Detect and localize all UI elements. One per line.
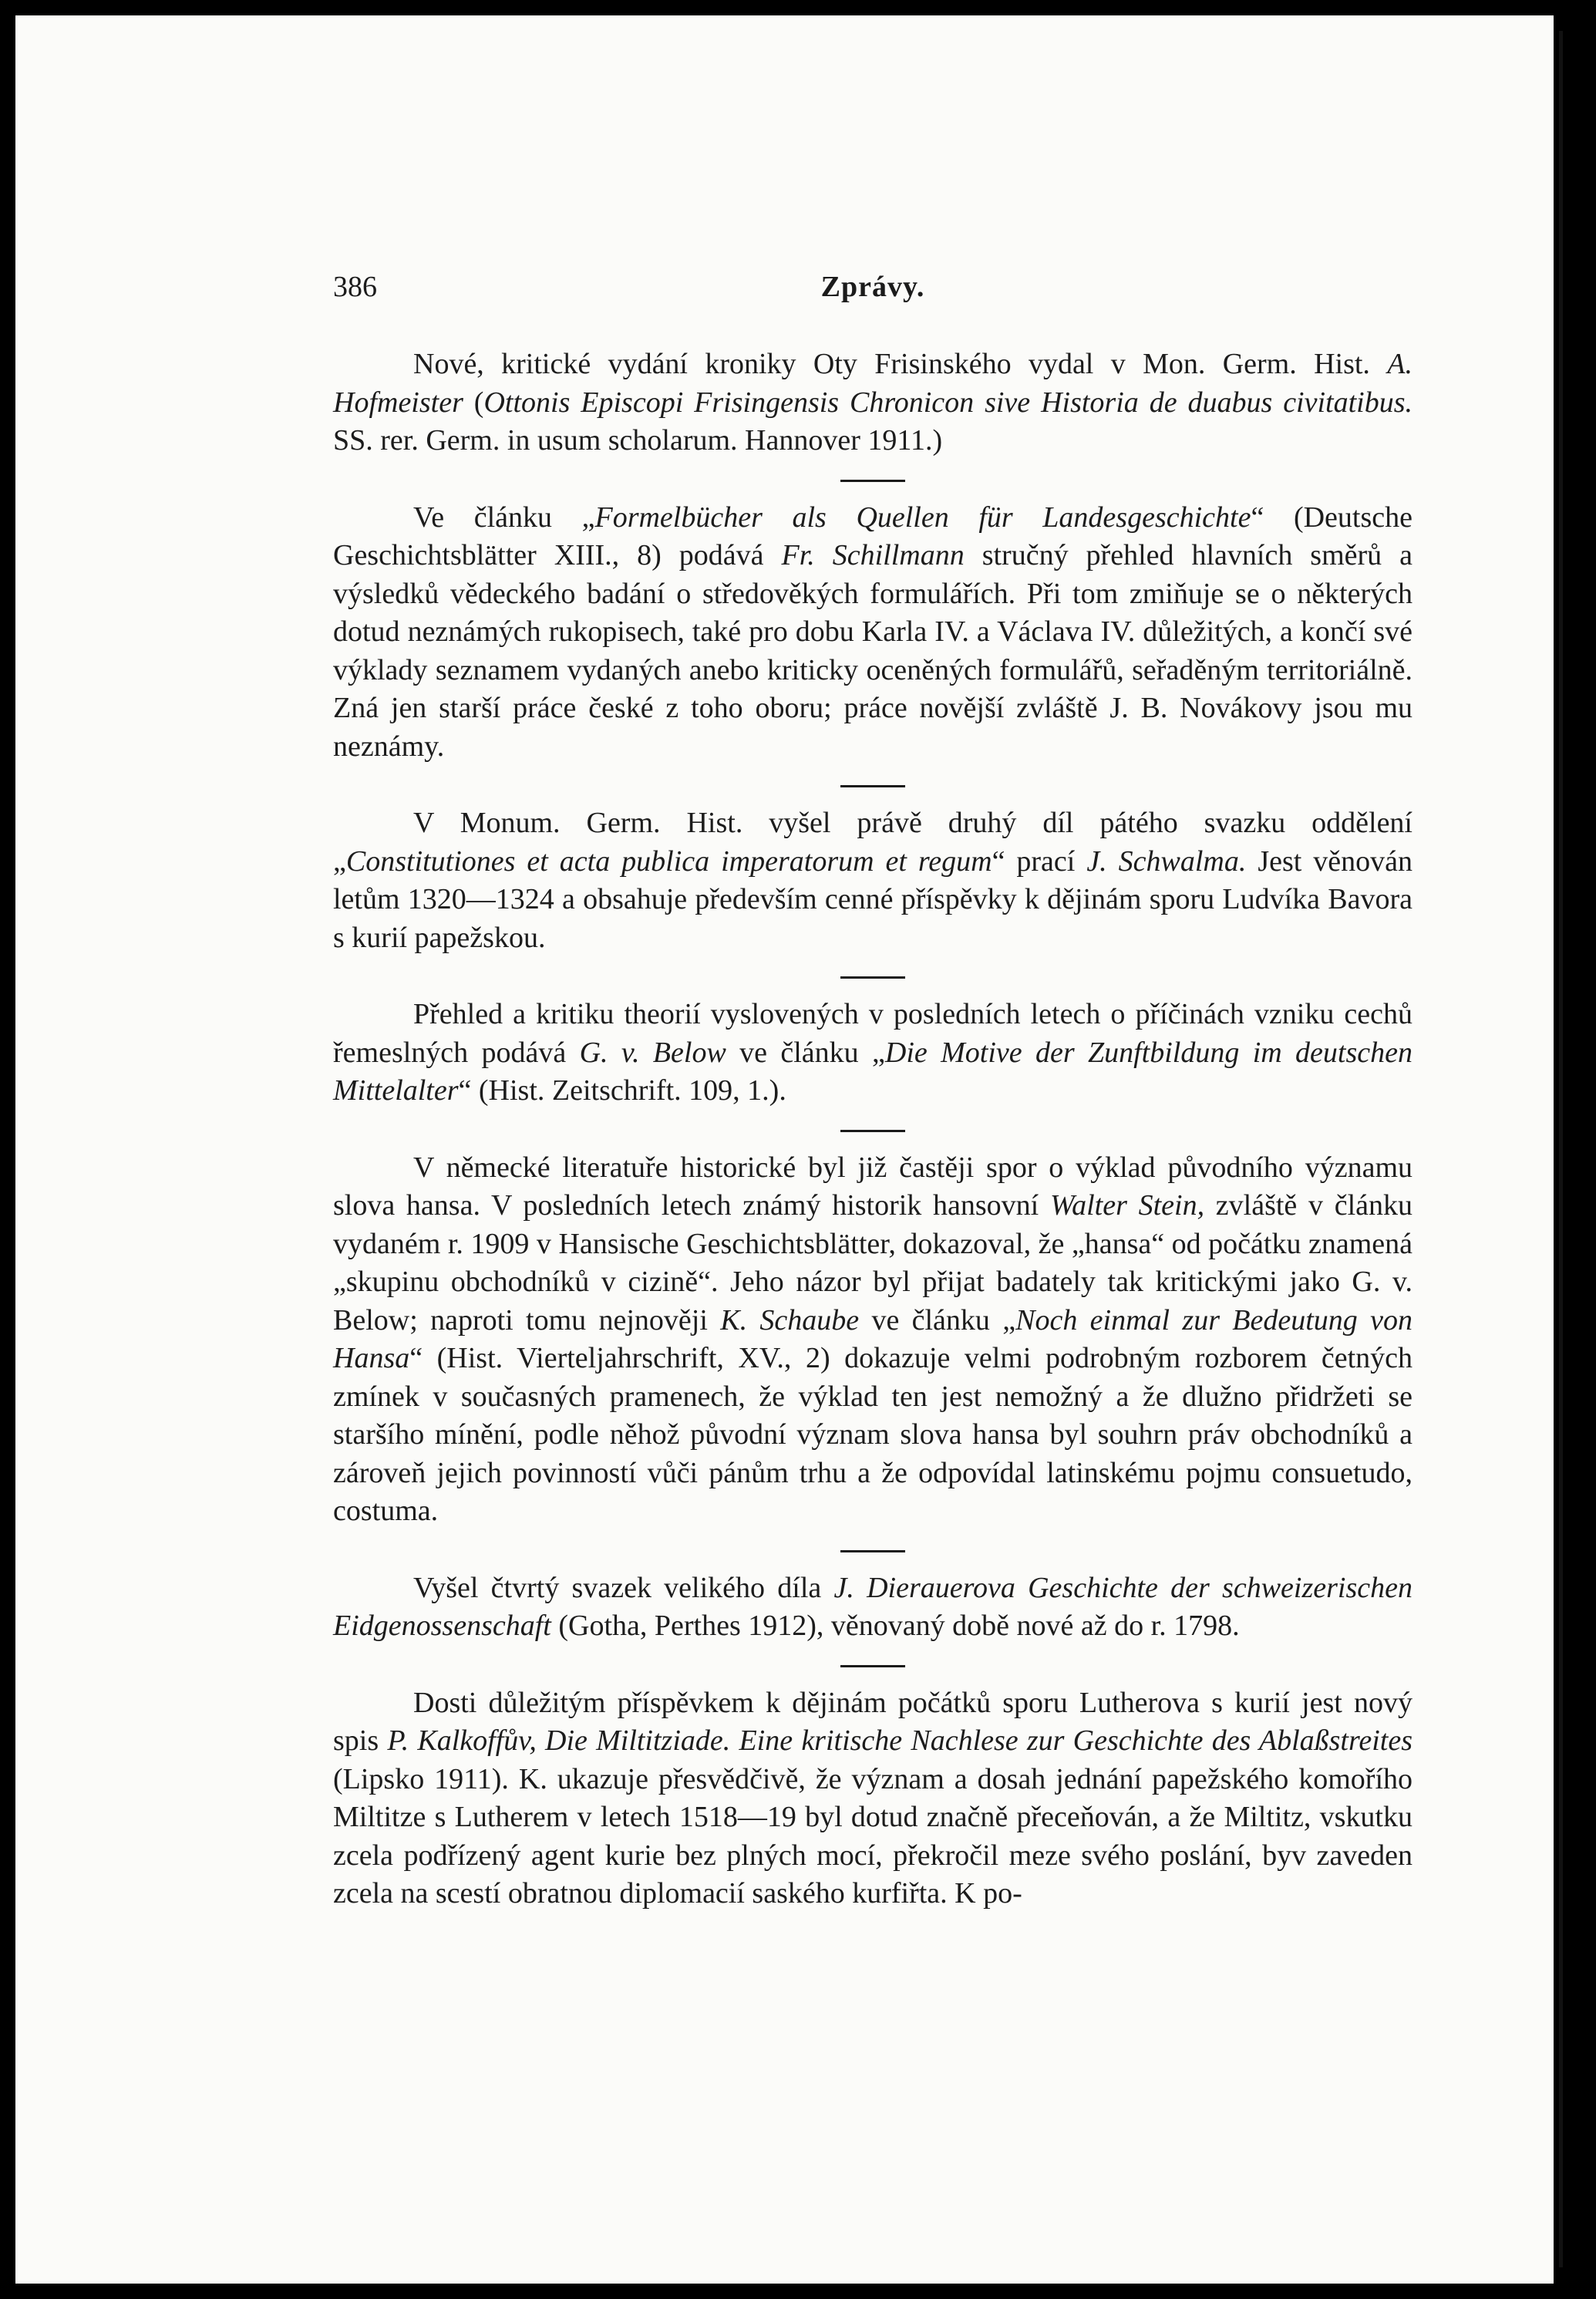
- italic-citation: Noch einmal zur Bedeutung von Hansa: [333, 1303, 1412, 1374]
- paragraph-text: “ (Deutsche Geschichtsblätter XIII., 8) podává: [333, 501, 1412, 571]
- paragraph-text: zvláště v článku vydaném r. 1909 v Hansische Geschichtsblätter, dokazoval, že „hansa“ od počátku znamená „skupinu obchodníků v cizině“. Jeho názor byl přijat badately tak kritickými jako G. v. Below; naproti tomu nejnověji: [333, 1189, 1412, 1337]
- paragraph-text: stručný přehled hlavních směrů a výsledků vědeckého badání o středověkých formulářích. Při tom zmiňuje se o některých dotud neznámých rukopisech, také pro dobu Karla IV. a Václava IV. důležitých, a končí své výklady seznamem vydaných anebo kriticky oceněných formulářů, seřaděným territoriálně. Zná jen starší práce české z toho oboru; práce novější zvláště J. B. Novákovy jsou mu neznámy.: [333, 539, 1412, 763]
- italic-citation: Die Motive der Zunftbildung im deutschen Mittelalter: [333, 1036, 1412, 1107]
- italic-citation: Formelbücher als Quellen für Landesgeschichte: [594, 501, 1251, 534]
- section-separator: [840, 785, 905, 787]
- italic-citation: J. Dierauerova Geschichte der schweizerischen Eidgenossenschaft: [333, 1571, 1412, 1642]
- news-item-paragraph: [333, 499, 1412, 767]
- news-item-paragraph: [333, 1149, 1412, 1531]
- page-header: [333, 270, 1412, 316]
- news-item-paragraph: [333, 346, 1412, 460]
- paragraph-text: “ prací: [992, 844, 1087, 878]
- article-body: [333, 346, 1412, 1913]
- paragraph-text: Nové, kritické vydání kroniky Oty Frisinského vydal v Mon. Germ. Hist.: [413, 348, 1388, 380]
- paragraph-text: Dosti důležitým příspěvkem k dějinám počátků sporu Lutherova s kurií jest nový spis: [333, 1686, 1412, 1757]
- italic-citation: Constitutiones et acta publica imperatorum et regum: [345, 844, 992, 878]
- section-separator: [840, 1130, 905, 1132]
- italic-citation: J. Schwalma.: [1086, 844, 1247, 878]
- italic-citation: Ottonis Episcopi Frisingensis Chronicon sive Historia de duabus civitatibus.: [483, 386, 1412, 419]
- paragraph-text: (Lipsko 1911). K. ukazuje přesvědčivě, že význam a dosah jednání papežského komořího Miltitze s Lutherem v letech 1518—19 byl dotud značně přeceňován, a že Miltitz, vskutku zcela podřízený agent kurie bez plných mocí, překročil meze svého poslání, byv zaveden zcela na scestí obratnou diplomacií saského kurfiřta. K po-: [333, 1762, 1412, 1910]
- italic-citation: K. Schaube: [720, 1303, 860, 1337]
- italic-citation: Fr. Schillmann: [781, 539, 965, 571]
- news-item-paragraph: [333, 804, 1412, 957]
- document-page: [15, 15, 1554, 2284]
- paragraph-text: ve článku „: [859, 1303, 1016, 1337]
- italic-citation: Walter Stein,: [1049, 1189, 1205, 1222]
- paragraph-text: “ (Hist. Zeitschrift. 109, 1.).: [458, 1074, 786, 1107]
- paragraph-text: SS. rer. Germ. in usum scholarum. Hannover 1911.): [333, 424, 943, 457]
- paragraph-text: Ve článku „: [413, 501, 595, 534]
- section-separator: [840, 480, 905, 482]
- paragraph-text: Přehled a kritiku theorií vyslovených v posledních letech o příčinách vzniku cechů řemeslných podává: [333, 998, 1412, 1069]
- scan-edge-line: [1559, 31, 1563, 2267]
- running-title: Zprávy.: [820, 271, 925, 303]
- paragraph-text: V německé literatuře historické byl již častěji spor o výklad původního významu slova hansa. V posledních letech známý historik hansovní: [333, 1151, 1412, 1222]
- italic-citation: A. Hofmeister: [333, 348, 1412, 419]
- italic-citation: G. v. Below: [579, 1036, 726, 1069]
- news-item-paragraph: [333, 996, 1412, 1111]
- paragraph-text: “ (Hist. Vierteljahrschrift, XV., 2) dokazuje velmi podrobným rozborem četných zmínek v současných pramenech, že výklad ten jest nemožný a že dlužno přidržeti se staršího mínění, podle něhož původní význam slova hansa byl souhrn práv obchodníků a zároveň jejich povinností vůči pánům trhu a že odpovídal latinskému pojmu consuetudo, costuma.: [333, 1342, 1412, 1527]
- paragraph-text: Vyšel čtvrtý svazek velikého díla: [413, 1571, 834, 1604]
- italic-citation: P. Kalkoffův, Die Miltitziade. Eine kritische Nachlese zur Geschichte des Ablaßstreites: [387, 1724, 1412, 1757]
- paragraph-text: (: [463, 386, 484, 419]
- paragraph-text: (Gotha, Perthes 1912), věnovaný době nové až do r. 1798.: [551, 1610, 1240, 1642]
- section-separator: [840, 1550, 905, 1552]
- paragraph-text: V Monum. Germ. Hist. vyšel právě druhý díl pátého svazku oddělení „: [333, 807, 1412, 878]
- section-separator: [840, 976, 905, 979]
- section-separator: [840, 1665, 905, 1667]
- paragraph-text: Jest věnován letům 1320—1324 a obsahuje především cenné příspěvky k dějinám sporu Ludvíka Bavora s kurií papežskou.: [333, 844, 1413, 954]
- news-item-paragraph: [333, 1684, 1412, 1913]
- news-item-paragraph: [333, 1569, 1412, 1646]
- page-number: 386: [333, 271, 377, 303]
- paragraph-text: ve článku „: [726, 1036, 885, 1069]
